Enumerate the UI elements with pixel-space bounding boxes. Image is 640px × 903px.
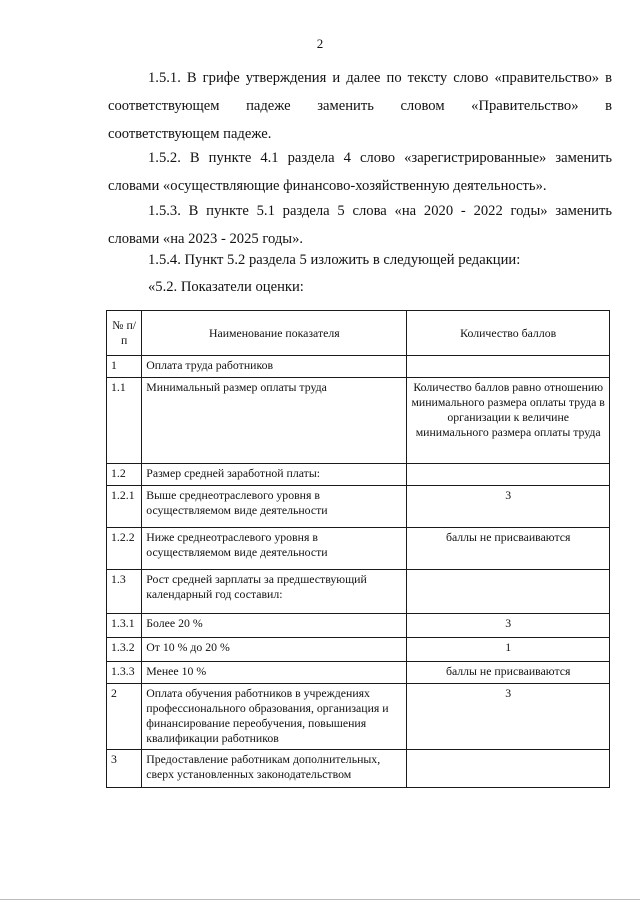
table-row xyxy=(107,528,610,570)
row-indicator: Оплата обучения работников в учреждениях профессионального образования, организация и финансирование переобучения, повышения квалификации работников xyxy=(142,684,407,750)
row-score: баллы не присваиваются xyxy=(407,528,610,570)
table-header-row xyxy=(107,311,610,356)
paragraph-5-2-heading: «5.2. Показатели оценки: xyxy=(148,279,304,295)
row-score xyxy=(407,570,610,614)
table-row xyxy=(107,684,610,750)
row-indicator: Оплата труда работников xyxy=(142,356,407,378)
table-row xyxy=(107,638,610,662)
row-indicator: От 10 % до 20 % xyxy=(142,638,407,662)
row-number: 1.2.2 xyxy=(107,528,142,570)
table-row xyxy=(107,570,610,614)
row-number: 1.1 xyxy=(107,378,142,464)
row-number: 1.3.2 xyxy=(107,638,142,662)
page-bottom-edge xyxy=(0,899,640,900)
row-number: 1.2.1 xyxy=(107,486,142,528)
row-score: баллы не присваиваются xyxy=(407,662,610,684)
row-indicator: Более 20 % xyxy=(142,614,407,638)
row-score: 3 xyxy=(407,684,610,750)
table-row xyxy=(107,464,610,486)
row-number: 1.3.1 xyxy=(107,614,142,638)
table-row xyxy=(107,750,610,788)
row-number: 1.3 xyxy=(107,570,142,614)
row-indicator: Минимальный размер оплаты труда xyxy=(142,378,407,464)
table-row xyxy=(107,378,610,464)
row-score: 3 xyxy=(407,614,610,638)
scores-table xyxy=(106,310,610,788)
table-row xyxy=(107,614,610,638)
page-number: 2 xyxy=(316,36,324,51)
paragraph-1-5-3: 1.5.3. В пункте 5.1 раздела 5 слова «на 2020 - 2022 годы» заменить словами «на 2023 - 2025 годы». xyxy=(108,203,612,247)
row-indicator: Размер средней заработной платы: xyxy=(142,464,407,486)
row-number: 1 xyxy=(107,356,142,378)
row-number: 3 xyxy=(107,750,142,788)
header-score: Количество баллов xyxy=(407,311,610,356)
paragraph-1-5-1: 1.5.1. В грифе утверждения и далее по тексту слово «правительство» в соответствующем падеже заменить словом «Правительство» в соответствующем падеже. xyxy=(108,70,612,142)
row-score xyxy=(407,464,610,486)
row-indicator: Менее 10 % xyxy=(142,662,407,684)
paragraph-1-5-2: 1.5.2. В пункте 4.1 раздела 4 слово «зарегистрированные» заменить словами «осуществляющие финансово-хозяйственную деятельность». xyxy=(108,150,612,194)
table-row xyxy=(107,356,610,378)
header-indicator-name: Наименование показателя xyxy=(142,311,407,356)
table-row xyxy=(107,662,610,684)
row-score: 1 xyxy=(407,638,610,662)
row-indicator: Ниже среднеотраслевого уровня в осуществляемом виде деятельности xyxy=(142,528,407,570)
row-indicator: Предоставление работникам дополнительных, сверх установленных законодательством xyxy=(142,750,407,788)
paragraph-1-5-4: 1.5.4. Пункт 5.2 раздела 5 изложить в следующей редакции: xyxy=(148,252,521,268)
row-number: 1.2 xyxy=(107,464,142,486)
row-number: 1.3.3 xyxy=(107,662,142,684)
table-row xyxy=(107,486,610,528)
row-score: 3 xyxy=(407,486,610,528)
row-score: Количество баллов равно отношению минимального размера оплаты труда в организации к величине минимального размера оплаты труда xyxy=(407,378,610,464)
row-number: 2 xyxy=(107,684,142,750)
row-score xyxy=(407,750,610,788)
header-number: № п/п xyxy=(107,311,142,356)
row-indicator: Выше среднеотраслевого уровня в осуществляемом виде деятельности xyxy=(142,486,407,528)
row-score xyxy=(407,356,610,378)
row-indicator: Рост средней зарплаты за предшествующий календарный год составил: xyxy=(142,570,407,614)
